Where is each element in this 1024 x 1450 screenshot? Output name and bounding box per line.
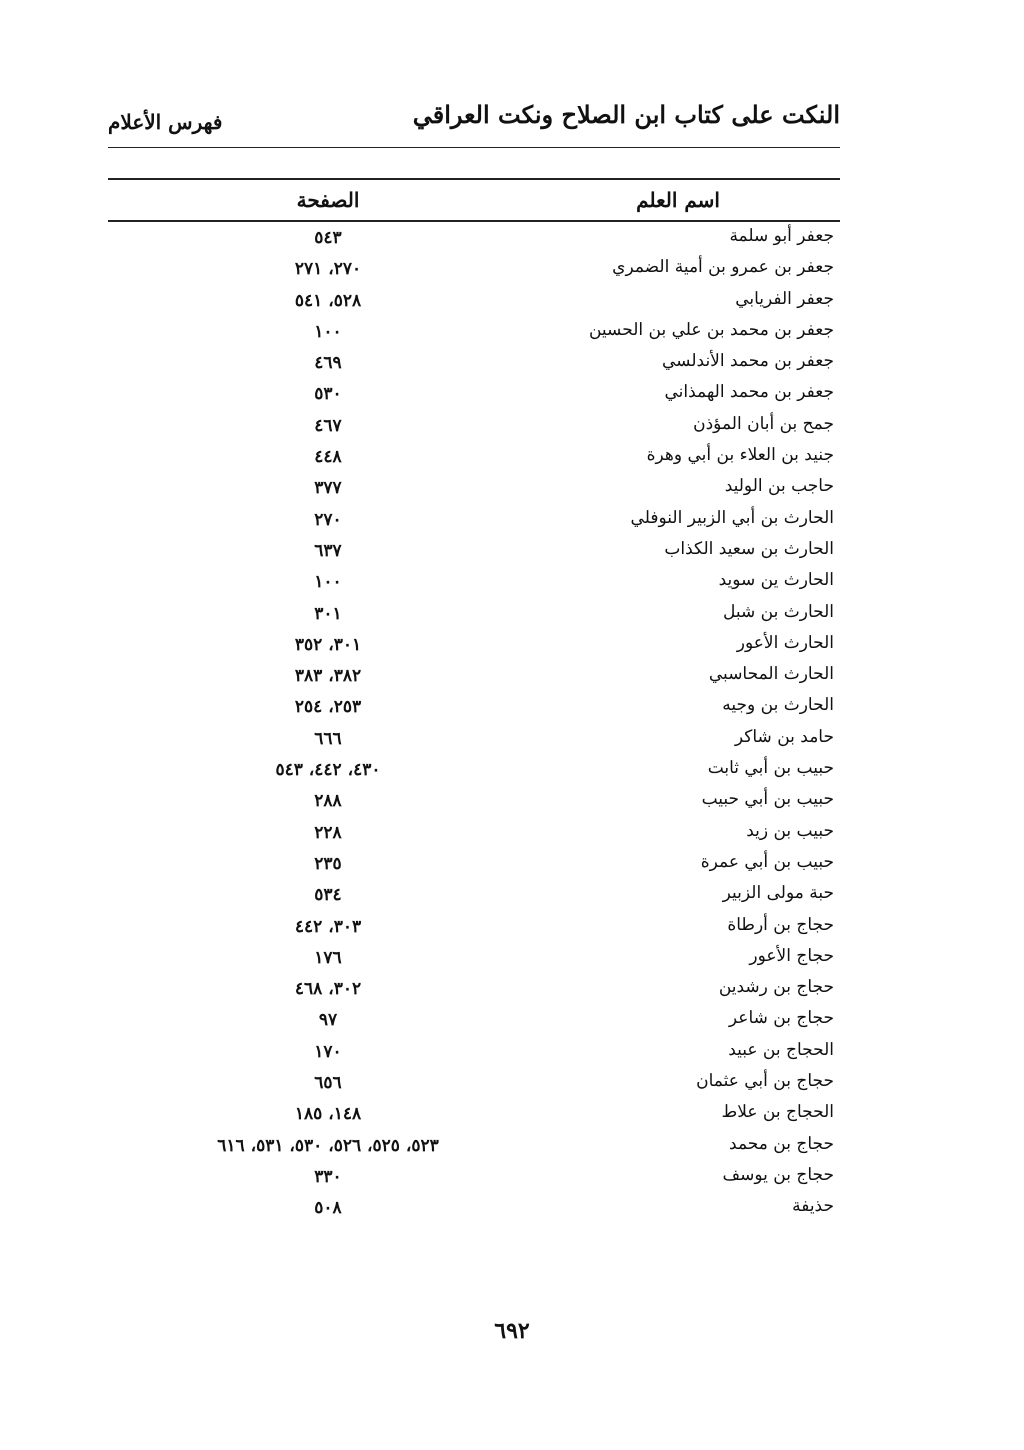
entry-pages: ٥٣٠ [314,384,342,405]
table-row [108,817,840,848]
table-row [108,723,840,754]
entry-name: حبيب بن زيد [746,820,834,841]
entry-name: جعفر بن محمد الأندلسي [662,351,834,372]
table-row [108,660,840,691]
entry-pages: ٢٥٣، ٢٥٤ [294,697,362,718]
table-row [108,535,840,566]
table-row [108,441,840,472]
entry-name: جعفر أبو سلمة [729,226,834,246]
entry-pages: ٢٢٨ [314,822,342,843]
entry-pages: ٦٦٦ [314,728,342,749]
entry-pages: ٤٦٩ [314,353,342,374]
table-row [108,1067,840,1098]
entry-pages: ٣٠١، ٣٥٢ [294,634,362,655]
entry-pages: ٥٠٨ [314,1198,342,1219]
entry-name: الحجاج بن علاط [721,1102,834,1123]
entry-pages: ٤٤٨ [314,447,342,468]
table-row [108,472,840,503]
table-header [108,180,840,220]
entry-pages: ٢٨٨ [314,791,342,812]
table-body [108,222,840,1224]
entry-pages: ٣٨٢، ٣٨٣ [294,666,362,687]
table-row [108,911,840,942]
entry-pages: ٣٠٢، ٤٦٨ [294,979,362,1000]
entry-name: حجاج بن أرطاة [727,914,834,935]
entry-name: الحارث بن وجيه [722,695,834,716]
entry-name: الحارث بن شبل [723,601,834,622]
table-row [108,1004,840,1035]
table-row [108,1192,840,1223]
entry-pages: ٥٣٤ [314,885,342,906]
table-row [108,754,840,785]
entry-name: حجاج بن أبي عثمان [696,1071,834,1092]
entry-pages: ٦٥٦ [314,1073,342,1094]
table-row [108,316,840,347]
entry-pages: ٢٧٠، ٢٧١ [294,259,362,280]
table-row [108,1098,840,1129]
table-row [108,566,840,597]
table-row [108,629,840,660]
entry-pages: ٥٢٣، ٥٢٥، ٥٢٦، ٥٣٠، ٥٣١، ٦١٦ [217,1135,439,1156]
entry-name: جعفر بن محمد بن علي بن الحسين [588,319,834,340]
entry-name: الحارث المحاسبي [708,664,834,685]
table-row [108,942,840,973]
entry-name: الحجاج بن عبيد [728,1039,834,1060]
entry-pages: ٣٠١ [314,603,342,624]
entry-name: حجاج بن يوسف [722,1164,834,1185]
entry-name: الحارث بن أبي الزبير النوفلي [630,507,834,528]
entry-pages: ٣٧٧ [314,478,342,499]
entry-name: الحارث الأعور [736,632,834,653]
entry-pages: ١٧٦ [314,947,342,968]
entry-pages: ٥٤٣ [314,228,342,248]
entry-name: جعفر الفريابي [735,288,834,309]
table-row [108,222,840,253]
entry-name: حجاج بن محمد [729,1133,834,1154]
table-row [108,973,840,1004]
table-row [108,504,840,535]
table-row [108,253,840,284]
column-header-name: اسم العلم [636,188,720,212]
entry-name: جعفر بن عمرو بن أمية الضمري [612,257,834,278]
table-row [108,848,840,879]
entry-name: حبيب بن أبي ثابت [707,758,834,779]
table-row [108,1161,840,1192]
table-row [108,285,840,316]
table-row [108,879,840,910]
entry-pages: ٤٦٧ [314,415,342,436]
entry-name: الحارث ين سويد [718,570,834,591]
names-index-table [108,178,840,1224]
table-row [108,785,840,816]
entry-pages: ٥٢٨، ٥٤١ [294,290,362,311]
column-header-page: الصفحة [296,188,360,212]
table-row [108,410,840,441]
entry-name: حبيب بن أبي حبيب [701,789,834,810]
entry-name: حجاج الأعور [749,945,834,966]
table-row [108,1036,840,1067]
page-number: ٦٩٢ [494,1318,530,1344]
running-header [108,100,840,140]
entry-name: حجاج بن رشدين [718,977,834,998]
entry-name: جعفر بن محمد الهمذاني [664,382,834,403]
entry-pages: ٩٧ [318,1010,338,1031]
entry-pages: ١٠٠ [314,572,342,593]
entry-name: حبيب بن أبي عمرة [700,851,834,872]
entry-name: جنيد بن العلاء بن أبي وهرة [646,445,834,466]
book-title: النكت على كتاب ابن الصلاح ونكت العراقي [412,100,840,129]
entry-name: حذيفة [792,1196,834,1217]
table-row [108,378,840,409]
entry-pages: ٢٧٠ [314,509,342,530]
table-row [108,598,840,629]
entry-name: حبة مولى الزبير [722,883,834,904]
entry-pages: ١٤٨، ١٨٥ [294,1104,362,1125]
table-row [108,691,840,722]
entry-name: حامد بن شاكر [734,726,834,747]
entry-pages: ١٧٠ [314,1041,342,1062]
entry-name: الحارث بن سعيد الكذاب [664,538,834,559]
table-row [108,347,840,378]
entry-pages: ٢٣٥ [314,853,342,874]
entry-pages: ٤٣٠، ٤٤٢، ٥٤٣ [275,760,381,781]
header-rule [108,147,840,148]
entry-name: حاجب بن الوليد [724,476,834,497]
entry-pages: ١٠٠ [314,321,342,342]
entry-pages: ٣٠٣، ٤٤٢ [294,916,362,937]
table-row [108,1130,840,1161]
section-title: فهرس الأعلام [108,110,223,134]
entry-name: حجاج بن شاعر [728,1008,834,1029]
entry-pages: ٦٣٧ [314,540,342,561]
entry-pages: ٣٣٠ [314,1166,342,1187]
entry-name: جمح بن أبان المؤذن [693,413,834,434]
